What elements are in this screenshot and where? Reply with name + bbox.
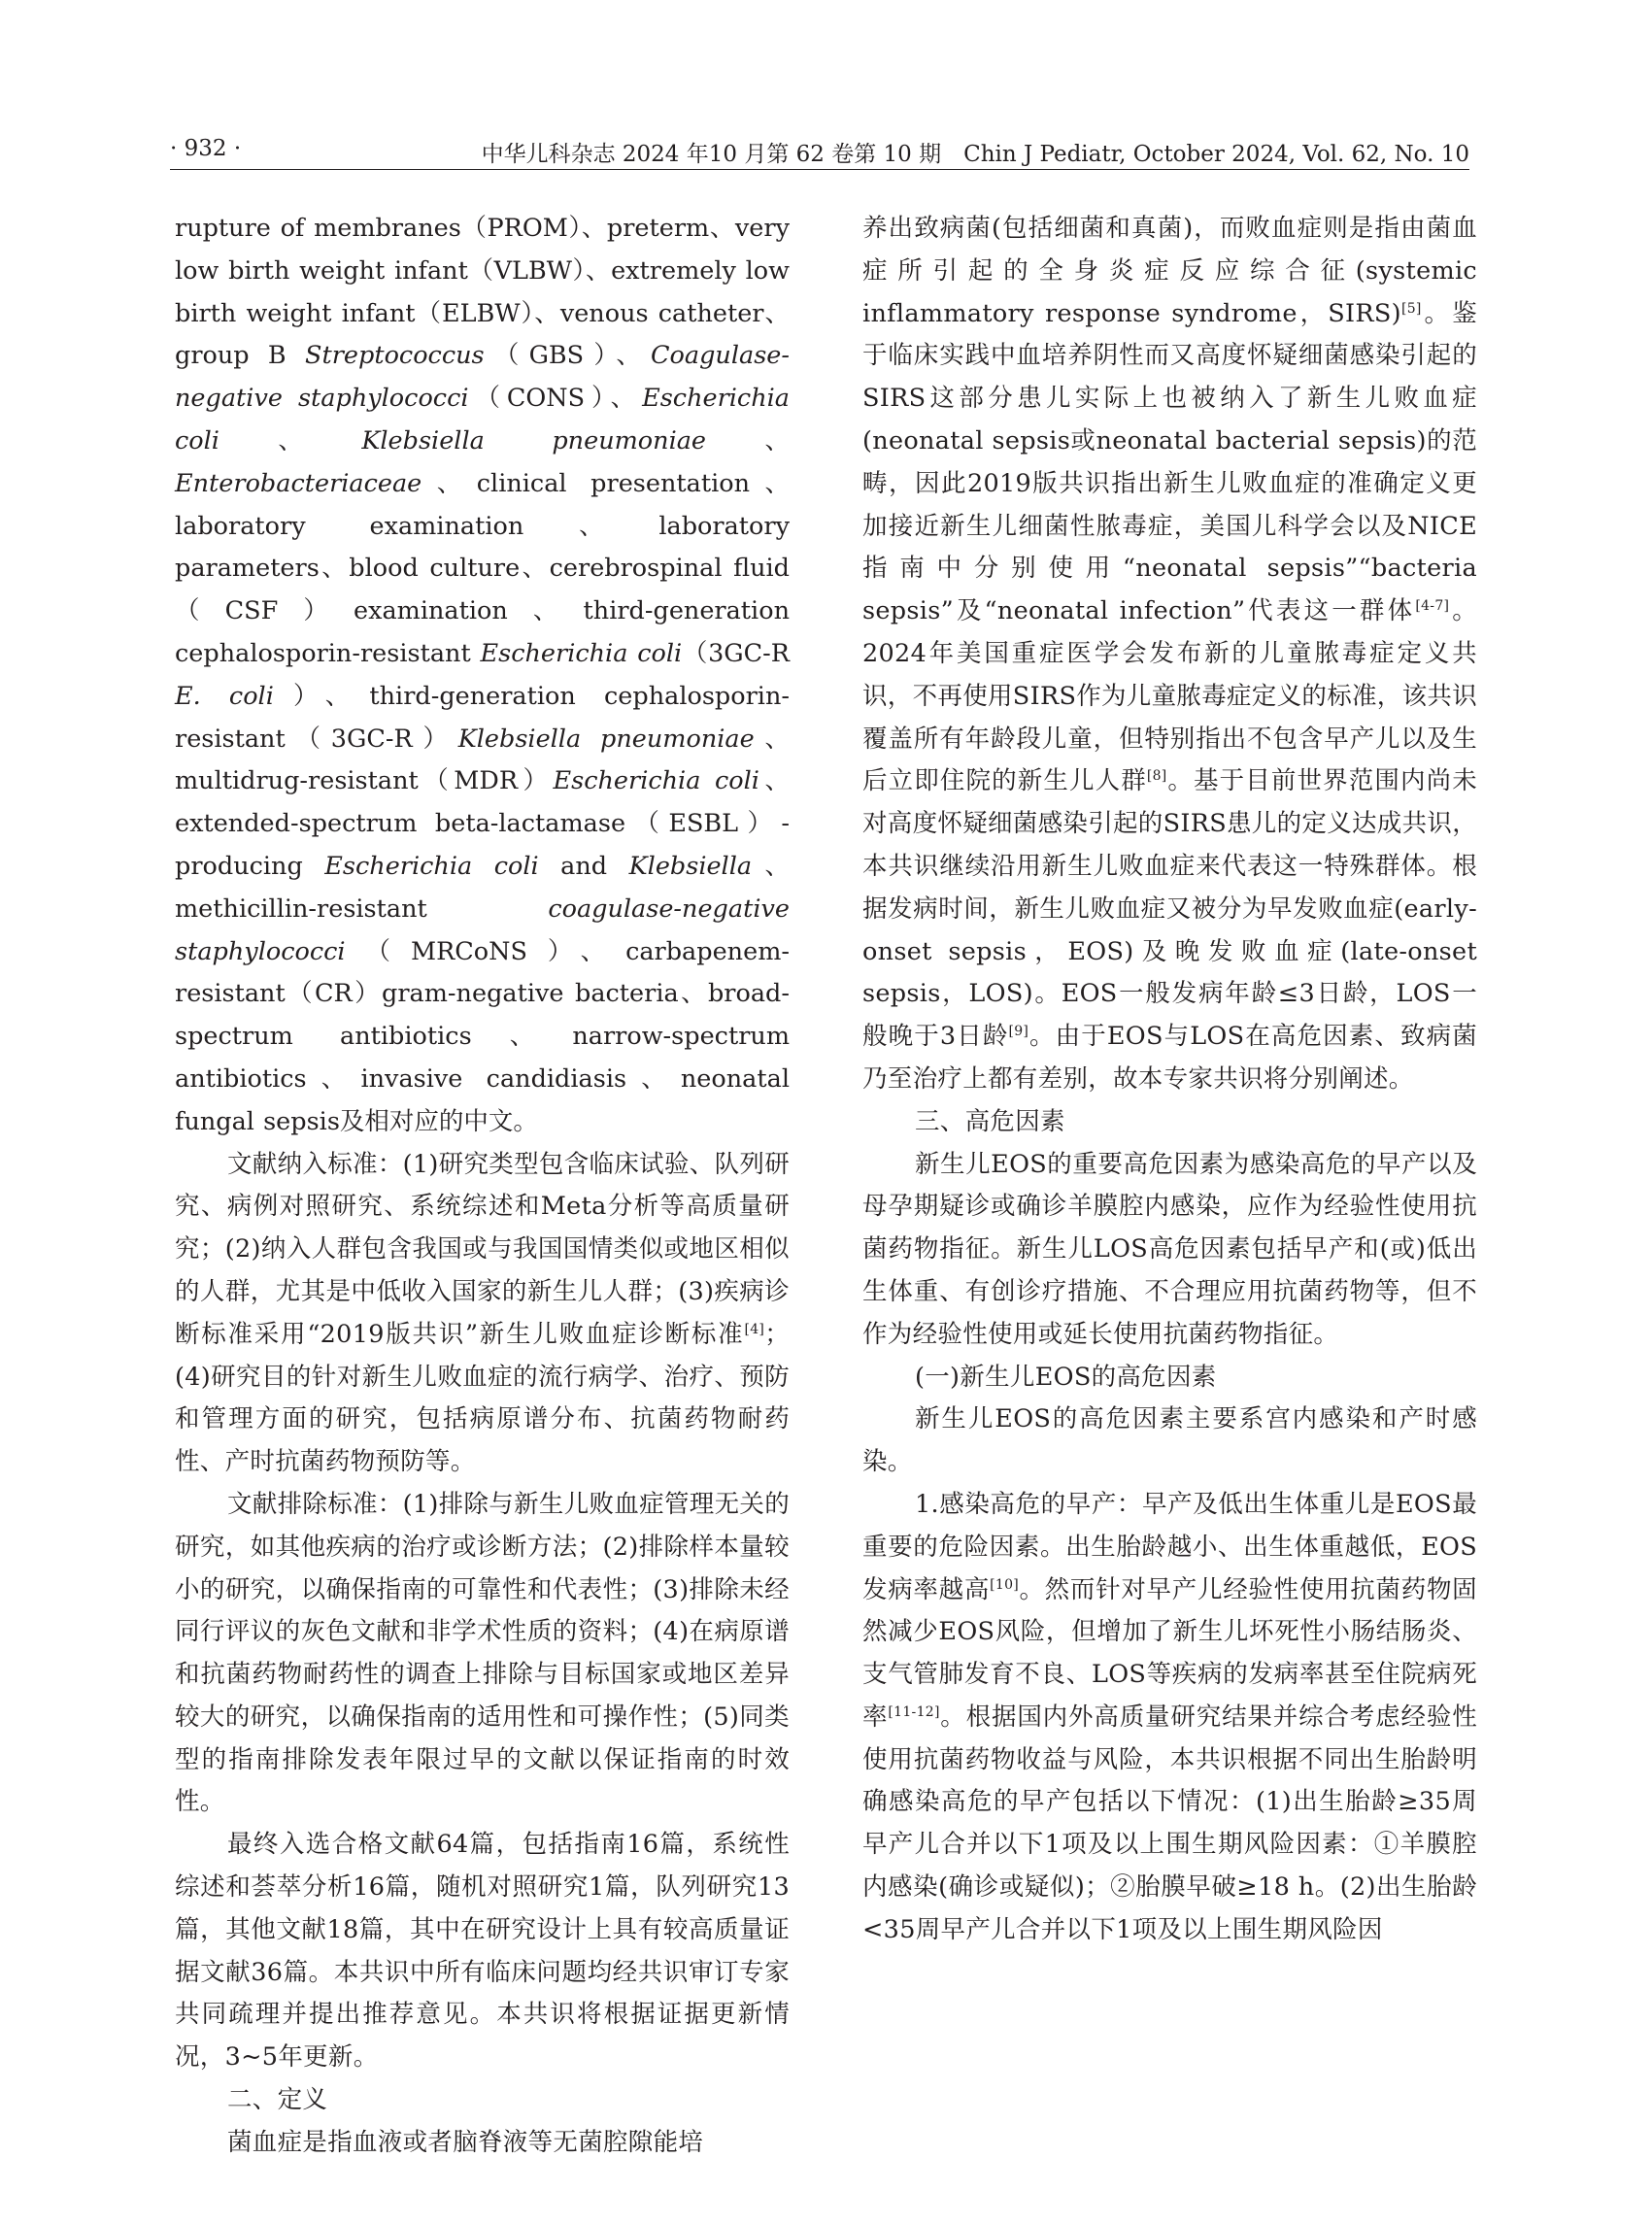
text-run: 、methicillin-resistant xyxy=(175,851,790,924)
italic-term: Escherichia coli xyxy=(480,638,683,668)
text-run: （CONS）、 xyxy=(468,384,643,414)
exclusion-criteria-paragraph: 文献排除标准：(1)排除与新生儿败血症管理无关的研究，如其他疾病的治疗或诊断方法；(2)排除样本量较小的研究，以确保指南的可靠性和代表性；(3)排除未经同行评议的灰色文献和非学术性质的资料；(4)在病原谱和抗菌药物耐药性的调查上排除与目标国家或地区差异较大的研究，以确保指南的适用性和可操作性；(5)同类型的指南排除发表年限过早的文献以保证指南的时效性。 xyxy=(175,1489,790,1817)
section-heading-risk-factors: 三、高危因素 xyxy=(915,1106,1065,1136)
italic-term: Klebsiella pneumoniae xyxy=(361,425,707,455)
definition-paragraph-continued xyxy=(862,208,1477,1101)
text-run: and xyxy=(538,851,629,881)
text-run: ；(4)研究目的针对新生儿败血症的流行病学、治疗、预防和管理方面的研究，包括病原谱分布、抗菌药物耐药性、产时抗菌药物预防等。 xyxy=(175,1319,790,1477)
preterm-risk-paragraph xyxy=(862,1484,1477,1952)
text-run: ）、third-generation cephalosporin-resistant（3GC-R） xyxy=(175,681,790,754)
citation: [4-7] xyxy=(1415,598,1450,615)
text-run: 。根据国内外高质量研究结果并综合考虑经验性使用抗菌药物收益与风险，本共识根据不同出生胎龄明确感染高危的早产包括以下情况：(1)出生胎龄≥35周早产儿合并以下1项及以上围生期风险因素：①羊膜腔内感染(确诊或疑似)；②胎膜早破≥18 h。(2)出生胎龄<35周早产儿合并以下1项及以上围生期风险因 xyxy=(862,1702,1477,1944)
italic-term: Streptococcus xyxy=(305,341,485,371)
citation: [5] xyxy=(1400,300,1422,317)
text-run: （MRCoNS）、carbapenem-resistant（CR）gram-negative bacteria、broad-spectrum antibiotics、narrow-spectrum antibiotics、invasive candidiasis、neonatal fungal sepsis及相对应的中文。 xyxy=(175,936,790,1136)
citation: [8] xyxy=(1146,768,1167,785)
keywords-paragraph xyxy=(175,208,790,1144)
text-run: 、 xyxy=(706,425,790,455)
subsection-heading-eos-risk: (一)新生儿EOS的高危因素 xyxy=(915,1362,1217,1392)
italic-term: Escherichia coli xyxy=(324,851,539,881)
italic-term: Escherichia coli xyxy=(553,766,759,796)
citation: [9] xyxy=(1008,1024,1029,1040)
italic-term: Klebsiella pneumoniae xyxy=(457,724,755,754)
text-run: 文献纳入标准：(1)研究类型包含临床试验、队列研究、病例对照研究、系统综述和Meta分析等高质量研究；(2)纳入人群包含我国或与我国国情类似或地区相似的人群，尤其是中低收入国家的新生儿人群；(3)疾病诊断标准采用“2019版共识”新生儿败血症诊断标准 xyxy=(175,1149,790,1349)
italic-term: E. coli xyxy=(175,681,274,711)
italic-term: Klebsiella xyxy=(628,851,753,881)
text-run: 。基于目前世界范围内尚未对高度怀疑细菌感染引起的SIRS患儿的定义达成共识，本共识继续沿用新生儿败血症来代表这一特殊群体。根据发病时间，新生儿败血症又被分为早发败血症(early-onset sepsis，EOS)及晚发败血症(late-onset sepsis，LOS)。EOS一般发病年龄≤3日龄，LOS一般晚于3日龄 xyxy=(862,766,1478,1052)
running-header xyxy=(170,136,1469,170)
text-run: 。鉴于临床实践中血培养阴性而又高度怀疑细菌感染引起的SIRS这部分患儿实际上也被纳入了新生儿败血症(neonatal sepsis或neonatal bacterial sepsis)的范畴，因此2019版共识指出新生儿败血症的准确定义更加接近新生儿细菌性脓毒症，美国儿科学会以及NICE指南中分别使用“neonatal sepsis”“bacteria sepsis”及“neonatal infection”代表这一群体 xyxy=(862,298,1477,626)
citation: [11-12] xyxy=(888,1703,940,1720)
text-run: 。然而针对早产儿经验性使用抗菌药物固然减少EOS风险，但增加了新生儿坏死性小肠结肠炎、支气管肺发育不良、LOS等疾病的发病率甚至住院病死率 xyxy=(862,1574,1477,1732)
text-run: 、 xyxy=(219,425,362,455)
text-run: （GBS）、 xyxy=(484,341,652,371)
final-selection-paragraph: 最终入选合格文献64篇，包括指南16篇，系统性综述和荟萃分析16篇，随机对照研究1篇，队列研究13篇，其他文献18篇，其中在研究设计上具有较高质量证据文献36篇。本共识中所有临床问题均经共识审订专家共同疏理并提出推荐意见。本共识将根据证据更新情况，3~5年更新。 xyxy=(175,1830,790,2073)
eos-risk-paragraph: 新生儿EOS的高危因素主要系宫内感染和产时感染。 xyxy=(862,1404,1477,1477)
text-run: 、clinical presentation、laboratory examination、laboratory parameters、blood culture、cerebrospinal fluid（CSF）examination、third-generation cephalosporin-resistant xyxy=(175,468,790,668)
inclusion-criteria-paragraph xyxy=(175,1144,790,1484)
italic-term: Escherichia coli xyxy=(175,384,790,455)
risk-factors-paragraph: 新生儿EOS的重要高危因素为感染高危的早产以及母孕期疑诊或确诊羊膜腔内感染，应作为经验性使用抗菌药物指征。新生儿LOS高危因素包括早产和(或)低出生体重、有创诊疗措施、不合理应用抗菌药物等，但不作为经验性使用或延长使用抗菌药物指征。 xyxy=(862,1149,1477,1349)
journal-running-head: 中华儿科杂志 2024 年10 月第 62 卷第 10 期 Chin J Pediatr, October 2024, Vol. 62, No. 10 xyxy=(481,142,1469,167)
text-run: （3GC-R xyxy=(682,638,790,668)
citation: [10] xyxy=(990,1576,1020,1593)
text-run: 1.感染高危的早产：早产及低出生体重儿是EOS最重要的危险因素。出生胎龄越小、出生体重越低，EOS发病率越高 xyxy=(862,1489,1477,1604)
text-run: 养出致病菌(包括细菌和真菌)，而败血症则是指由菌血症所引起的全身炎症反应综合征(systemic inflammatory response syndrome，SIRS) xyxy=(862,214,1477,328)
definition-paragraph-start: 菌血症是指血液或者脑脊液等无菌腔隙能培 xyxy=(227,2127,704,2157)
right-column xyxy=(862,208,1477,1952)
text-run: 、extended-spectrum beta-lactamase（ESBL）-producing xyxy=(175,766,790,881)
text-run: 。2024年美国重症医学会发布新的儿童脓毒症定义共识，不再使用SIRS作为儿童脓毒症定义的标准，该共识覆盖所有年龄段儿童，但特别指出不包含早产儿以及生后立即住院的新生儿人群 xyxy=(862,596,1478,796)
italic-term: Enterobacteriaceae xyxy=(175,468,422,498)
text-run: 、multidrug-resistant（MDR） xyxy=(175,724,790,796)
italic-term: coagulase-negative staphylococci xyxy=(175,893,790,966)
left-column xyxy=(175,208,790,2165)
italic-term: Coagulase-negative staphylococci xyxy=(175,341,790,414)
citation: [4] xyxy=(744,1321,765,1337)
text-run: 。由于EOS与LOS在高危因素、致病菌乃至治疗上都有差别，故本专家共识将分别阐述。 xyxy=(862,1022,1477,1094)
page-number: · 932 · xyxy=(170,136,242,161)
text-run: rupture of membranes（PROM）、preterm、very low birth weight infant（VLBW）、extremely low birth weight infant（ELBW）、venous catheter、group B xyxy=(175,214,790,371)
section-heading-definition: 二、定义 xyxy=(227,2085,328,2115)
